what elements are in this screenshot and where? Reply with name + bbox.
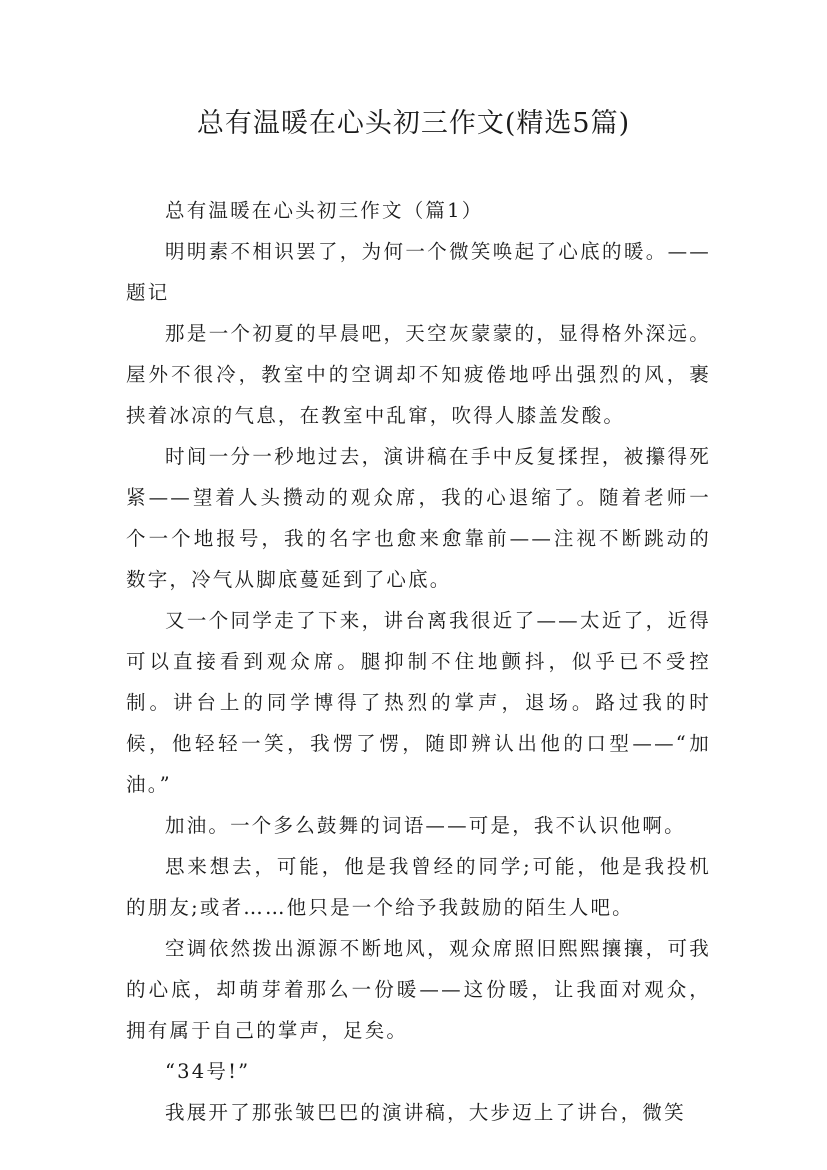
paragraph: 那是一个初夏的早晨吧，天空灰蒙蒙的，显得格外深远。屋外不很冷，教室中的空调却不知疲倦地呼出强烈的风，裹挟着冰凉的气息，在教室中乱窜，吹得人膝盖发酸。 bbox=[126, 322, 711, 427]
section-heading: 总有温暖在心头初三作文（篇1） bbox=[165, 199, 484, 222]
paragraph: 明明素不相识罢了，为何一个微笑唤起了心底的暖。——题记 bbox=[126, 240, 711, 304]
paragraph: 我展开了那张皱巴巴的演讲稿，大步迈上了讲台，微笑 bbox=[165, 1101, 686, 1124]
paragraph: “34号!” bbox=[165, 1060, 251, 1083]
paragraph: 又一个同学走了下来，讲台离我很近了——太近了，近得可以直接看到观众席。腿抑制不住地颤抖，似乎已不受控制。讲台上的同学博得了热烈的掌声，退场。路过我的时候，他轻轻一笑，我愣了愣，随即辨认出他的口型——“加油。” bbox=[126, 609, 711, 796]
paragraph: 空调依然拨出源源不断地风，观众席照旧熙熙攘攘，可我的心底，却萌芽着那么一份暖——这份暖，让我面对观众，拥有属于自己的掌声，足矣。 bbox=[126, 937, 711, 1042]
paragraph: 思来想去，可能，他是我曾经的同学;可能，他是我投机的朋友;或者……他只是一个给予我鼓励的陌生人吧。 bbox=[126, 855, 711, 919]
document-body bbox=[126, 190, 711, 1133]
paragraph: 加油。一个多么鼓舞的词语——可是，我不认识他啊。 bbox=[165, 814, 686, 837]
paragraph: 时间一分一秒地过去，演讲稿在手中反复揉捏，被攥得死紧——望着人头攒动的观众席，我的心退缩了。随着老师一个一个地报号，我的名字也愈来愈靠前——注视不断跳动的数字，冷气从脚底蔓延到了心底。 bbox=[126, 445, 711, 591]
document-title: 总有温暖在心头初三作文(精选5篇) bbox=[196, 108, 631, 139]
